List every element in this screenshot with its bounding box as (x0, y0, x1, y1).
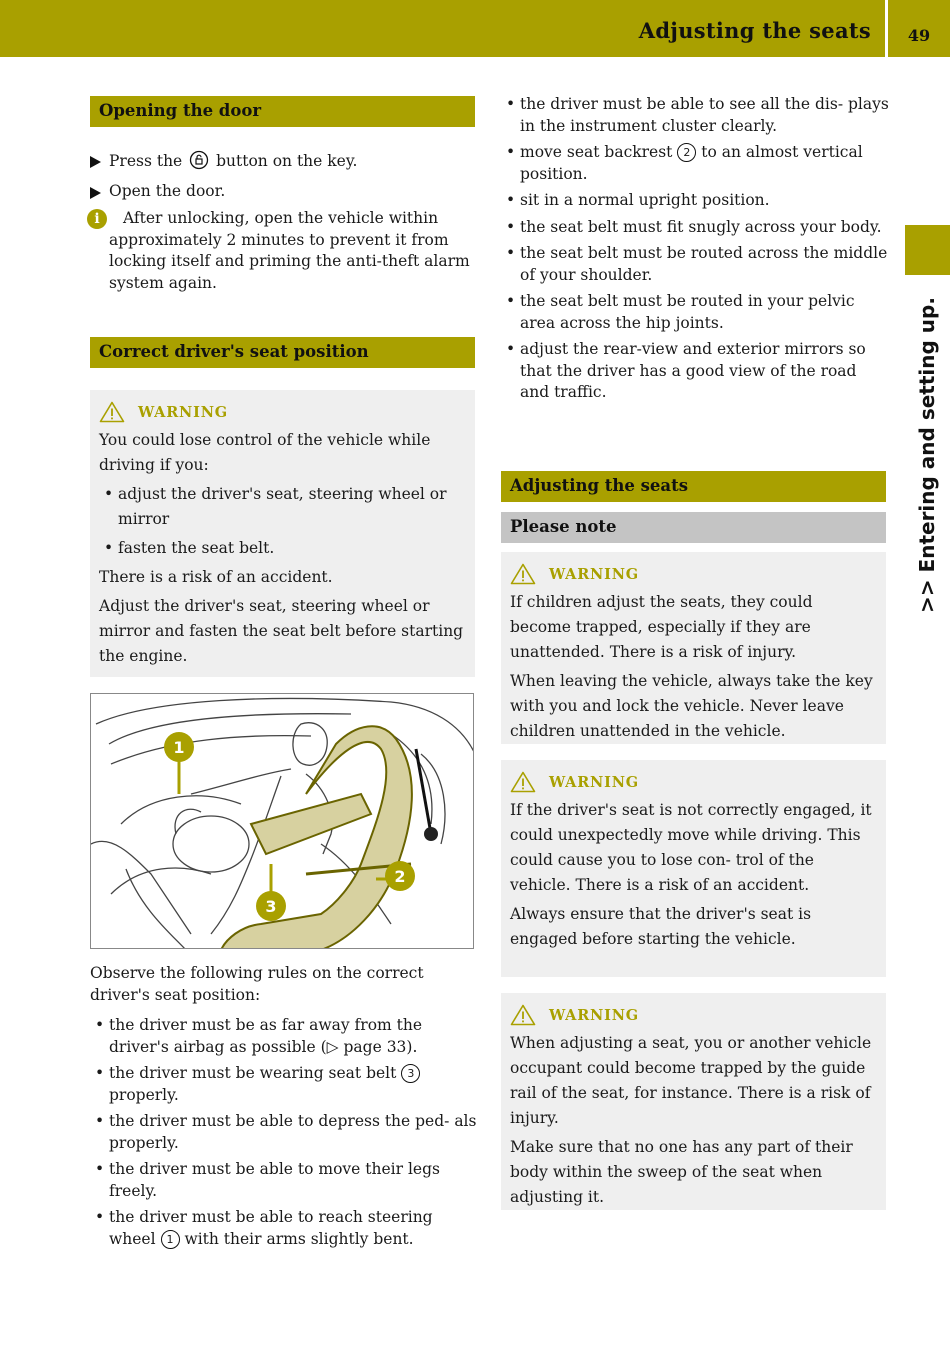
subheading-please-note: Please note (501, 512, 886, 543)
warning-instruction: Make sure that no one has any part of their body within the sweep of the seat when adjusting it. (510, 1138, 853, 1206)
page-number: 49 (907, 26, 931, 45)
header-title: Adjusting the seats (638, 18, 871, 43)
section-heading-driver-position: Correct driver's seat position (90, 337, 475, 368)
warning-text: If children adjust the seats, they could become trapped, especially if they are unattended. There is a risk of injury. (510, 593, 813, 661)
observe-intro: Observe the following rules on the correct driver's seat position: (90, 964, 424, 1004)
rule-item: • the seat belt must be routed across the middle of your shoulder. (506, 244, 888, 284)
step-arrow-icon (90, 156, 101, 168)
warning-header: WARNING (510, 1002, 877, 1028)
warning-text: When adjusting a seat, you or another vehicle occupant could become trapped by the guide rail of the seat, for instance. There is a risk of injury. (510, 1034, 872, 1127)
driver-seat-illustration (90, 693, 474, 949)
rule-item: • the driver must be as far away from the driver's airbag as possible (▷ page 33). (95, 1016, 423, 1056)
warning-triangle-icon (99, 401, 125, 423)
info-icon: i (87, 209, 107, 229)
section-heading-adjusting-seats: Adjusting the seats (501, 471, 886, 502)
warning-bullet: • fasten the seat belt. (104, 539, 275, 557)
rule-item: • adjust the rear-view and exterior mirrors so that the driver has a good view of the road and traffic. (506, 340, 866, 401)
warning-box-seat-engaged (501, 760, 886, 977)
rule-item: • the driver must be able to move their legs freely. (95, 1160, 440, 1200)
rules-continued (501, 94, 889, 409)
chapter-tab-marker (905, 225, 950, 275)
rule-item: • the driver must be able to depress the ped- als properly. (95, 1112, 477, 1152)
warning-header: WARNING (99, 399, 466, 425)
rule-item: • move seat backrest 2 to an almost vertical position. (506, 143, 863, 183)
seat-position-drawing (91, 694, 474, 949)
svg-text:1: 1 (173, 738, 185, 757)
warning-box-trapped (501, 993, 886, 1210)
key-unlock-icon (189, 150, 209, 177)
callout-number-3: 3 (401, 1064, 420, 1083)
figure-callout-2 (385, 861, 415, 891)
warning-box-lose-control (90, 390, 475, 677)
warning-text: If the driver's seat is not correctly engaged, it could unexpectedly move while driving. This could cause you to lose con- trol of the vehicle. There is a risk of an accident. (510, 801, 872, 894)
callout-number-2: 2 (677, 143, 696, 162)
step-arrow-icon (90, 187, 101, 199)
warning-triangle-icon (510, 1004, 536, 1026)
section-heading-opening-door: Opening the door (90, 96, 475, 127)
warning-instruction: When leaving the vehicle, always take the key with you and lock the vehicle. Never leave children unattended in the vehicle. (510, 672, 873, 740)
warning-box-children (501, 552, 886, 744)
page-header (0, 0, 885, 57)
warning-intro: You could lose control of the vehicle while driving if you: (99, 431, 431, 474)
warning-header: WARNING (510, 561, 877, 587)
rule-item: • the seat belt must be routed in your pelvic area across the hip joints. (506, 292, 855, 332)
warning-triangle-icon (510, 771, 536, 793)
warning-risk: There is a risk of an accident. (99, 568, 333, 586)
driver-position-rules (90, 963, 480, 1255)
svg-text:3: 3 (265, 897, 277, 916)
warning-bullet: • adjust the driver's seat, steering wheel or mirror (104, 485, 447, 528)
rule-item: • sit in a normal upright position. (506, 191, 770, 209)
info-note: i After unlocking, open the vehicle within approximately 2 minutes to prevent it from locking itself and priming the anti-theft alarm system again. (90, 208, 480, 294)
callout-number-1: 1 (161, 1230, 180, 1249)
warning-instruction: Always ensure that the driver's seat is engaged before starting the vehicle. (510, 905, 812, 948)
chapter-tab-label: >> Entering and setting up. (915, 297, 939, 613)
warning-triangle-icon (510, 563, 536, 585)
figure-callout-3 (256, 891, 286, 921)
step-press-button: Press the button on the key. (90, 150, 480, 177)
opening-door-steps (90, 150, 480, 294)
figure-callout-1 (164, 732, 194, 762)
rule-item: • the driver must be wearing seat belt 3 properly. (90, 1063, 480, 1106)
svg-text:2: 2 (394, 867, 406, 886)
rule-item: • the driver must be able to reach steering wheel 1 with their arms slightly bent. (95, 1208, 433, 1248)
warning-header: WARNING (510, 769, 877, 795)
page-number-box (888, 0, 950, 57)
step-open-door: Open the door. (90, 181, 480, 203)
rule-item: • the seat belt must fit snugly across your body. (506, 217, 882, 236)
rule-item: • the driver must be able to see all the dis- plays in the instrument cluster clearly. (506, 95, 889, 135)
warning-instruction: Adjust the driver's seat, steering wheel or mirror and fasten the seat belt before starting the engine. (99, 597, 464, 665)
